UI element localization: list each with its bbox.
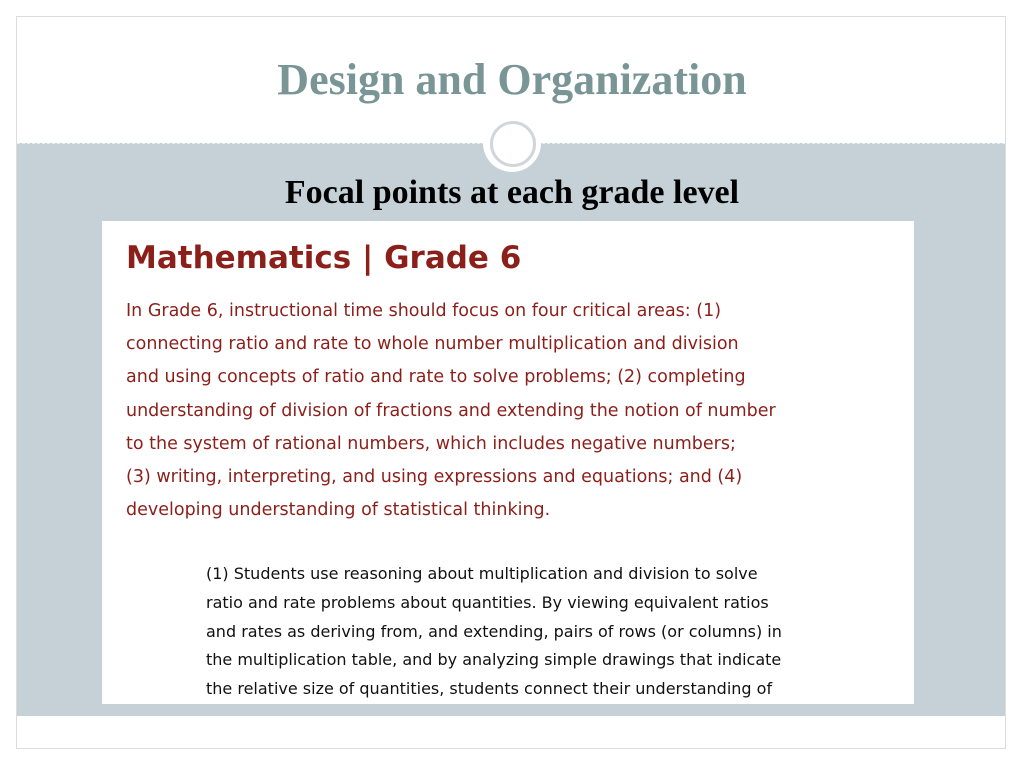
intro-line: In Grade 6, instructional time should focus on four critical areas: (1)	[126, 301, 722, 321]
detail-line: ratio and rate problems about quantities. By viewing equivalent ratios	[206, 592, 769, 612]
detail-line: the relative size of quantities, students connect their understanding of	[206, 679, 773, 699]
detail-paragraph	[206, 560, 906, 704]
panel-heading: Mathematics | Grade 6	[126, 240, 522, 276]
intro-line: and using concepts of ratio and rate to solve problems; (2) completing	[126, 367, 746, 388]
circle-ornament-icon	[483, 114, 541, 172]
slide-subtitle: Focal points at each grade level	[284, 174, 740, 211]
slide-title: Design and Organization	[277, 55, 747, 104]
detail-line: the multiplication table, and by analyzing simple drawings that indicate	[206, 650, 782, 670]
intro-paragraph	[126, 295, 914, 527]
ring-icon	[490, 121, 536, 167]
intro-line: understanding of division of fractions and extending the notion of number	[126, 400, 776, 421]
detail-line: (1) Students use reasoning about multiplication and division to solve	[206, 564, 758, 583]
excerpt-panel	[102, 221, 914, 704]
intro-line: (3) writing, interpreting, and using expressions and equations; and (4)	[126, 467, 743, 488]
intro-line: developing understanding of statistical thinking.	[126, 500, 551, 521]
intro-line: to the system of rational numbers, which includes negative numbers;	[126, 433, 736, 454]
detail-line: and rates as deriving from, and extending, pairs of rows (or columns) in	[206, 621, 782, 641]
intro-line: connecting ratio and rate to whole number multiplication and division	[126, 334, 739, 355]
